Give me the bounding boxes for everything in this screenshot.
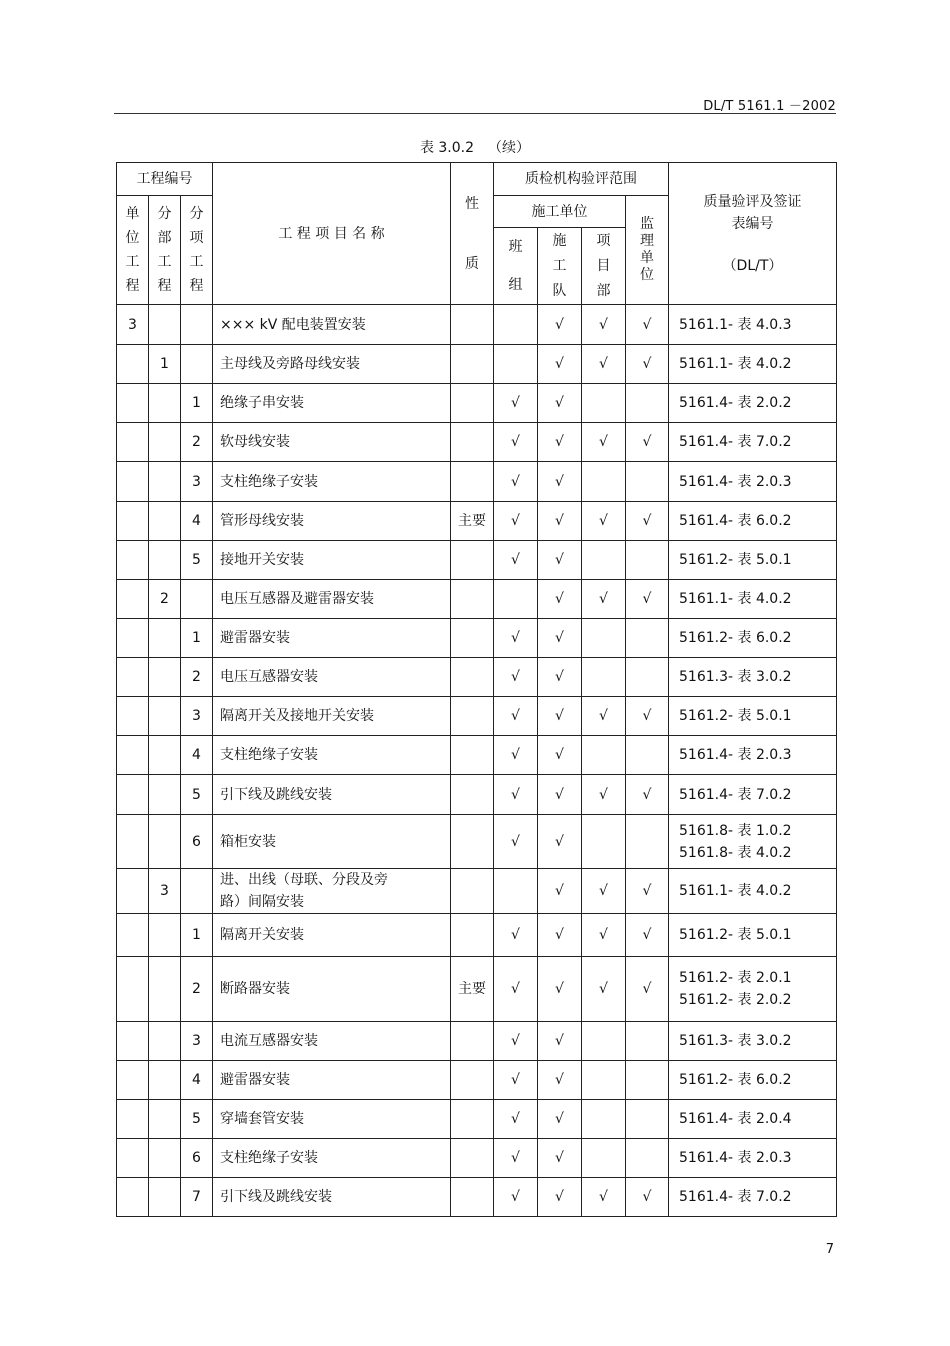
cell-team: √ (494, 502, 538, 541)
cell-crew: √ (538, 1061, 582, 1100)
cell-unit (117, 775, 149, 815)
cell-item: 3 (181, 697, 213, 736)
cell-project-name: 支柱绝缘子安装 (213, 1139, 451, 1178)
table-row (117, 736, 837, 775)
form-code-line: 5161.4- 表 7.0.2 (679, 786, 792, 803)
caption-continued: （续） (488, 140, 531, 156)
cell-supervision: √ (626, 1178, 669, 1217)
cell-item: 5 (181, 541, 213, 580)
form-code-line: 5161.8- 表 4.0.2 (679, 844, 792, 861)
cell-project-name: 隔离开关安装 (213, 914, 451, 957)
table-row (117, 384, 837, 423)
cell-form-code (669, 619, 837, 658)
form-code-line: 5161.2- 表 2.0.1 (679, 970, 792, 986)
cell-form-code (669, 580, 837, 619)
cell-unit: 3 (117, 305, 149, 345)
form-code-line: 5161.3- 表 3.0.2 (679, 1033, 792, 1049)
cell-nature (451, 869, 494, 914)
cell-item: 5 (181, 775, 213, 815)
cell-form-code (669, 815, 837, 869)
table-row (117, 869, 837, 914)
cell-division (149, 957, 181, 1022)
cell-nature: 主要 (451, 502, 494, 541)
cell-nature (451, 1139, 494, 1178)
cell-team: √ (494, 697, 538, 736)
cell-project-dept: √ (582, 345, 626, 384)
cell-team: √ (494, 619, 538, 658)
cell-unit (117, 697, 149, 736)
cell-supervision (626, 815, 669, 869)
table-row (117, 775, 837, 815)
header-form-line2: 表编号 (731, 215, 774, 232)
cell-nature (451, 1022, 494, 1061)
cell-item: 1 (181, 619, 213, 658)
cell-crew: √ (538, 957, 582, 1022)
cell-project-dept (582, 1100, 626, 1139)
cell-nature (451, 697, 494, 736)
form-code-line: 5161.4- 表 7.0.2 (679, 434, 792, 450)
cell-project-name (213, 869, 451, 914)
cell-form-code (669, 423, 837, 462)
cell-supervision (626, 1100, 669, 1139)
cell-project-name: 主母线及旁路母线安装 (213, 345, 451, 384)
cell-supervision (626, 1061, 669, 1100)
cell-unit (117, 736, 149, 775)
form-code-line: 5161.1- 表 4.0.2 (679, 591, 792, 607)
cell-nature (451, 619, 494, 658)
form-code-line: 5161.1- 表 4.0.2 (679, 356, 792, 372)
cell-form-code (669, 1022, 837, 1061)
form-code-line: 5161.4- 表 2.0.3 (679, 473, 792, 490)
cell-project-name: 接地开关安装 (213, 541, 451, 580)
cell-project-name: 引下线及跳线安装 (213, 775, 451, 815)
header-scope: 质检机构验评范围 (494, 163, 669, 196)
cell-form-code (669, 736, 837, 775)
cell-division (149, 1178, 181, 1217)
cell-unit (117, 1100, 149, 1139)
cell-crew: √ (538, 423, 582, 462)
cell-crew: √ (538, 914, 582, 957)
cell-nature (451, 384, 494, 423)
cell-nature (451, 914, 494, 957)
cell-item: 2 (181, 658, 213, 697)
cell-division (149, 423, 181, 462)
cell-crew: √ (538, 502, 582, 541)
table-row (117, 658, 837, 697)
cell-item: 1 (181, 384, 213, 423)
cell-form-code (669, 1178, 837, 1217)
header-division: 分部工程 (149, 196, 181, 305)
cell-crew: √ (538, 619, 582, 658)
cell-team: √ (494, 914, 538, 957)
cell-unit (117, 1139, 149, 1178)
cell-item: 7 (181, 1178, 213, 1217)
cell-item (181, 869, 213, 914)
cell-project-dept: √ (582, 502, 626, 541)
cell-item: 6 (181, 1139, 213, 1178)
cell-item: 2 (181, 957, 213, 1022)
header-nature-char2: 质 (465, 255, 479, 272)
cell-supervision (626, 736, 669, 775)
cell-project-name: 管形母线安装 (213, 502, 451, 541)
cell-project-name: 隔离开关及接地开关安装 (213, 697, 451, 736)
cell-team: √ (494, 384, 538, 423)
table-row (117, 580, 837, 619)
cell-team: √ (494, 423, 538, 462)
header-construction-unit: 施工单位 (494, 196, 626, 228)
cell-unit (117, 914, 149, 957)
cell-nature (451, 775, 494, 815)
cell-project-dept: √ (582, 305, 626, 345)
cell-supervision (626, 1022, 669, 1061)
cell-unit (117, 957, 149, 1022)
cell-project-dept (582, 815, 626, 869)
cell-project-name: ××× kV 配电装置安装 (213, 305, 451, 345)
cell-form-code (669, 1100, 837, 1139)
cell-nature (451, 1178, 494, 1217)
table-row (117, 815, 837, 869)
cell-division: 3 (149, 869, 181, 914)
cell-supervision: √ (626, 775, 669, 815)
project-table (116, 162, 837, 1217)
cell-unit (117, 423, 149, 462)
cell-team (494, 305, 538, 345)
cell-project-name: 支柱绝缘子安装 (213, 462, 451, 502)
caption-title: 表 3.0.2 (419, 140, 475, 156)
table-row (117, 1061, 837, 1100)
cell-crew: √ (538, 462, 582, 502)
form-code-line: 5161.2- 表 5.0.1 (679, 708, 792, 724)
cell-project-dept (582, 1139, 626, 1178)
cell-crew: √ (538, 1178, 582, 1217)
form-code-line: 5161.4- 表 2.0.3 (679, 1150, 792, 1166)
cell-nature (451, 541, 494, 580)
cell-item: 1 (181, 914, 213, 957)
cell-team: √ (494, 1139, 538, 1178)
cell-division (149, 658, 181, 697)
cell-supervision: √ (626, 423, 669, 462)
cell-nature (451, 1061, 494, 1100)
form-code-line: 5161.3- 表 3.0.2 (679, 669, 792, 685)
form-code-line: 5161.8- 表 1.0.2 (679, 822, 792, 839)
cell-supervision: √ (626, 957, 669, 1022)
cell-item: 6 (181, 815, 213, 869)
cell-project-dept (582, 541, 626, 580)
cell-project-dept (582, 384, 626, 423)
cell-team: √ (494, 815, 538, 869)
cell-supervision: √ (626, 697, 669, 736)
cell-form-code (669, 1061, 837, 1100)
table-row (117, 1100, 837, 1139)
cell-nature (451, 1100, 494, 1139)
cell-unit (117, 462, 149, 502)
form-code-line: 5161.1- 表 4.0.2 (679, 883, 792, 899)
cell-form-code (669, 775, 837, 815)
cell-team: √ (494, 541, 538, 580)
cell-form-code (669, 914, 837, 957)
cell-supervision (626, 1139, 669, 1178)
cell-project-name: 支柱绝缘子安装 (213, 736, 451, 775)
cell-unit (117, 658, 149, 697)
cell-unit (117, 1178, 149, 1217)
cell-form-code (669, 869, 837, 914)
cell-division (149, 1100, 181, 1139)
cell-crew: √ (538, 345, 582, 384)
cell-unit (117, 869, 149, 914)
cell-unit (117, 345, 149, 384)
cell-project-name: 引下线及跳线安装 (213, 1178, 451, 1217)
table-row (117, 305, 837, 345)
cell-unit (117, 1022, 149, 1061)
cell-form-code (669, 305, 837, 345)
cell-team (494, 869, 538, 914)
table-row (117, 957, 837, 1022)
cell-division (149, 1061, 181, 1100)
cell-project-name: 软母线安装 (213, 423, 451, 462)
cell-team: √ (494, 1061, 538, 1100)
header-rule (114, 113, 836, 114)
cell-team: √ (494, 1100, 538, 1139)
table-row (117, 697, 837, 736)
cell-form-code (669, 462, 837, 502)
page-number: 7 (825, 1242, 834, 1257)
table-caption (0, 137, 950, 157)
cell-team: √ (494, 775, 538, 815)
cell-division (149, 815, 181, 869)
cell-crew: √ (538, 658, 582, 697)
cell-division (149, 697, 181, 736)
cell-unit (117, 541, 149, 580)
cell-project-name: 穿墙套管安装 (213, 1100, 451, 1139)
cell-project-dept: √ (582, 869, 626, 914)
cell-item: 2 (181, 423, 213, 462)
cell-project-name: 箱柜安装 (213, 815, 451, 869)
cell-supervision: √ (626, 580, 669, 619)
table-row (117, 423, 837, 462)
cell-project-name: 电流互感器安装 (213, 1022, 451, 1061)
cell-project-dept: √ (582, 775, 626, 815)
cell-supervision (626, 541, 669, 580)
cell-crew: √ (538, 580, 582, 619)
header-team: 班组 (494, 228, 538, 305)
cell-project-dept: √ (582, 1178, 626, 1217)
cell-project-dept: √ (582, 914, 626, 957)
cell-team: √ (494, 957, 538, 1022)
header-group-number: 工程编号 (117, 163, 213, 196)
table-row (117, 345, 837, 384)
cell-item: 3 (181, 462, 213, 502)
cell-division (149, 619, 181, 658)
cell-form-code (669, 345, 837, 384)
form-code-line: 5161.4- 表 6.0.2 (679, 513, 792, 529)
cell-supervision (626, 658, 669, 697)
cell-form-code (669, 541, 837, 580)
header-form-line3: （DL/T） (722, 257, 783, 274)
project-name-line: 路）间隔安装 (220, 894, 304, 910)
header-crew: 施工队 (538, 228, 582, 305)
cell-project-dept (582, 619, 626, 658)
cell-division (149, 775, 181, 815)
form-code-line: 5161.2- 表 6.0.2 (679, 1072, 792, 1088)
header-nature-char1: 性 (465, 195, 479, 212)
cell-form-code (669, 502, 837, 541)
cell-project-dept: √ (582, 957, 626, 1022)
cell-crew: √ (538, 384, 582, 423)
cell-project-name: 电压互感器安装 (213, 658, 451, 697)
cell-nature (451, 423, 494, 462)
cell-item: 4 (181, 1061, 213, 1100)
form-code-line: 5161.2- 表 5.0.1 (679, 552, 792, 568)
cell-project-dept (582, 1022, 626, 1061)
table-row (117, 502, 837, 541)
table-row (117, 1178, 837, 1217)
cell-team (494, 345, 538, 384)
cell-unit (117, 1061, 149, 1100)
cell-form-code (669, 384, 837, 423)
cell-crew: √ (538, 1139, 582, 1178)
cell-project-name: 绝缘子串安装 (213, 384, 451, 423)
form-code-line: 5161.1- 表 4.0.3 (679, 316, 792, 333)
form-code-line: 5161.2- 表 6.0.2 (679, 630, 792, 646)
cell-supervision (626, 462, 669, 502)
cell-project-dept: √ (582, 697, 626, 736)
cell-team (494, 580, 538, 619)
cell-crew: √ (538, 736, 582, 775)
cell-project-dept: √ (582, 580, 626, 619)
cell-nature (451, 815, 494, 869)
cell-crew: √ (538, 869, 582, 914)
cell-nature (451, 658, 494, 697)
cell-crew: √ (538, 815, 582, 869)
cell-division (149, 462, 181, 502)
cell-project-dept (582, 658, 626, 697)
cell-nature (451, 305, 494, 345)
cell-project-name: 电压互感器及避雷器安装 (213, 580, 451, 619)
cell-crew: √ (538, 697, 582, 736)
cell-item: 3 (181, 1022, 213, 1061)
cell-division (149, 541, 181, 580)
cell-project-dept (582, 1061, 626, 1100)
cell-crew: √ (538, 775, 582, 815)
cell-division (149, 1022, 181, 1061)
cell-item: 4 (181, 502, 213, 541)
cell-project-name: 避雷器安装 (213, 619, 451, 658)
cell-division: 1 (149, 345, 181, 384)
cell-form-code (669, 957, 837, 1022)
header-unit: 单位工程 (117, 196, 149, 305)
cell-nature (451, 580, 494, 619)
cell-crew: √ (538, 305, 582, 345)
cell-item (181, 305, 213, 345)
cell-supervision (626, 619, 669, 658)
cell-project-dept (582, 462, 626, 502)
cell-unit (117, 384, 149, 423)
header-project-dept: 项目部 (582, 228, 626, 305)
cell-supervision: √ (626, 869, 669, 914)
cell-nature (451, 462, 494, 502)
header-name: 工 程 项 目 名 称 (213, 163, 451, 305)
header-item: 分项工程 (181, 196, 213, 305)
cell-form-code (669, 1139, 837, 1178)
cell-division (149, 502, 181, 541)
cell-supervision: √ (626, 914, 669, 957)
project-name-line: 进、出线（母联、分段及旁 (220, 872, 388, 888)
cell-form-code (669, 697, 837, 736)
form-code-line: 5161.4- 表 2.0.3 (679, 747, 792, 763)
form-code-line: 5161.4- 表 7.0.2 (679, 1189, 792, 1205)
cell-division (149, 914, 181, 957)
table-row (117, 914, 837, 957)
cell-item: 4 (181, 736, 213, 775)
cell-division: 2 (149, 580, 181, 619)
header-supervision: 监理单位 (626, 196, 669, 305)
cell-division (149, 305, 181, 345)
cell-team: √ (494, 462, 538, 502)
table-row (117, 541, 837, 580)
cell-division (149, 736, 181, 775)
form-code-line: 5161.2- 表 5.0.1 (679, 927, 792, 943)
table-row (117, 619, 837, 658)
cell-supervision: √ (626, 305, 669, 345)
cell-division (149, 1139, 181, 1178)
cell-nature: 主要 (451, 957, 494, 1022)
header-form-line1: 质量验评及签证 (703, 193, 802, 210)
table-row (117, 1139, 837, 1178)
table-row (117, 462, 837, 502)
header-nature (451, 163, 494, 305)
cell-form-code (669, 658, 837, 697)
cell-nature (451, 345, 494, 384)
cell-unit (117, 619, 149, 658)
cell-project-dept: √ (582, 423, 626, 462)
cell-crew: √ (538, 1022, 582, 1061)
cell-project-name: 避雷器安装 (213, 1061, 451, 1100)
cell-unit (117, 502, 149, 541)
cell-supervision: √ (626, 345, 669, 384)
form-code-line: 5161.4- 表 2.0.4 (679, 1111, 792, 1127)
cell-team: √ (494, 736, 538, 775)
cell-item: 5 (181, 1100, 213, 1139)
cell-crew: √ (538, 1100, 582, 1139)
cell-supervision: √ (626, 502, 669, 541)
table-row (117, 1022, 837, 1061)
cell-team: √ (494, 1022, 538, 1061)
cell-team: √ (494, 658, 538, 697)
table-body (117, 305, 837, 1217)
cell-unit (117, 580, 149, 619)
cell-team: √ (494, 1178, 538, 1217)
header-form-number (669, 163, 837, 305)
cell-unit (117, 815, 149, 869)
form-code-line: 5161.2- 表 2.0.2 (679, 992, 792, 1008)
cell-division (149, 384, 181, 423)
document-code: DL/T 5161.1 －2002 (703, 99, 836, 114)
cell-nature (451, 736, 494, 775)
cell-project-dept (582, 736, 626, 775)
cell-project-name: 断路器安装 (213, 957, 451, 1022)
cell-item (181, 580, 213, 619)
cell-supervision (626, 384, 669, 423)
form-code-line: 5161.4- 表 2.0.2 (679, 395, 792, 411)
cell-item (181, 345, 213, 384)
cell-crew: √ (538, 541, 582, 580)
